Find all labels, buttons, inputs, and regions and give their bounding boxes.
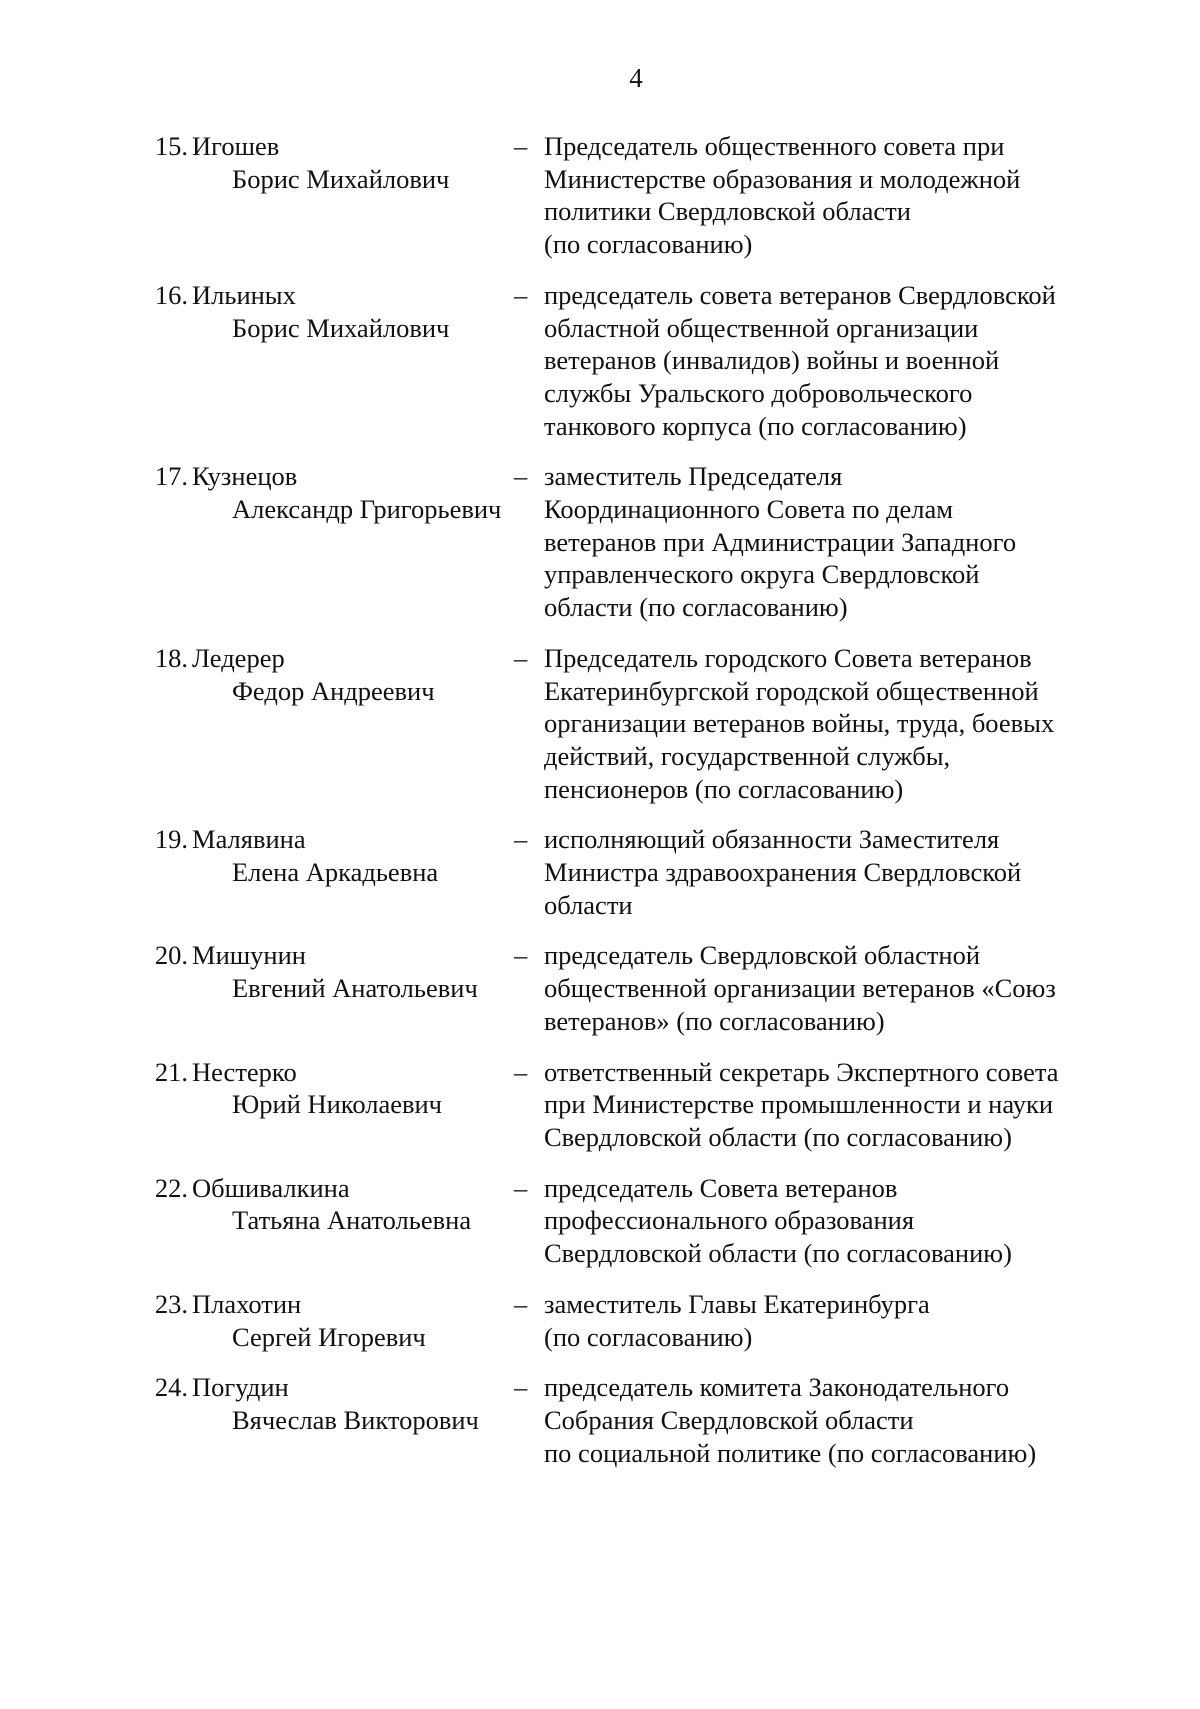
member-number: 18. [154, 642, 188, 673]
separator-dash: – [514, 1288, 528, 1319]
member-name [188, 1288, 514, 1353]
member-name [188, 279, 514, 344]
separator-dash: – [514, 1372, 528, 1403]
member-entry [146, 1172, 1106, 1270]
member-number: 19. [154, 824, 188, 855]
member-role: ответственный секретарь Экспертного совета при Министерстве промышленности и науки Свердловской области (по согласованию) [544, 1056, 1059, 1152]
member-number: 17. [154, 461, 188, 492]
member-name [188, 1056, 514, 1121]
member-number: 21. [154, 1056, 188, 1087]
member-entry [146, 1288, 1106, 1353]
separator-dash: – [514, 131, 528, 161]
member-role: заместитель Председателя Координационного Совета по делам ветеранов при Администрации Западного управленческого округа Свердловской области (по согласованию) [544, 461, 1017, 623]
members-list [146, 130, 1106, 1487]
member-number: 15. [154, 131, 188, 161]
member-surname: Погудин [192, 1372, 289, 1403]
member-entry [146, 130, 1106, 261]
member-entry [146, 1371, 1106, 1469]
separator-dash: – [514, 279, 528, 310]
page-number: 4 [629, 63, 643, 93]
separator-dash: – [514, 642, 528, 673]
member-number: 20. [154, 940, 188, 971]
separator-dash: – [514, 461, 528, 492]
member-name [188, 1172, 514, 1237]
member-given-name: Юрий Николаевич [232, 1089, 442, 1120]
member-surname: Нестерко [192, 1056, 297, 1087]
member-surname: Игошев [192, 131, 280, 161]
member-role: председатель комитета Законодательного Собрания Свердловской области по социальной политике (по согласованию) [544, 1372, 1037, 1468]
member-role: Председатель общественного совета при Министерстве образования и молодежной политики Свердловской области (по согласованию) [544, 131, 1021, 260]
member-name [188, 939, 514, 1004]
member-entry [146, 460, 1106, 624]
member-name [188, 642, 514, 707]
member-entry [146, 939, 1106, 1037]
member-given-name: Федор Андреевич [232, 675, 435, 706]
member-role: исполняющий обязанности Заместителя Министра здравоохранения Свердловской области [544, 824, 1022, 920]
separator-dash: – [514, 824, 528, 855]
member-surname: Кузнецов [192, 461, 298, 492]
separator-dash: – [514, 940, 528, 971]
member-name [188, 460, 514, 525]
separator-dash: – [514, 1172, 528, 1203]
member-role: председатель Свердловской областной общественной организации ветеранов «Союз ветеранов» (по согласованию) [544, 940, 1056, 1036]
member-given-name: Евгений Анатольевич [232, 973, 478, 1004]
member-number: 16. [154, 279, 188, 310]
member-entry [146, 1056, 1106, 1154]
member-name [188, 130, 514, 195]
member-role: заместитель Главы Екатеринбурга (по согласованию) [544, 1288, 930, 1352]
member-entry [146, 642, 1106, 806]
separator-dash: – [514, 1056, 528, 1087]
member-entry [146, 823, 1106, 921]
member-surname: Мишунин [192, 940, 306, 971]
member-surname: Ледерер [192, 642, 285, 673]
member-surname: Обшивалкина [192, 1172, 350, 1203]
member-number: 23. [154, 1288, 188, 1319]
member-given-name: Вячеслав Викторович [232, 1404, 479, 1435]
member-role: председатель Совета ветеранов профессионального образования Свердловской области (по согласованию) [544, 1172, 1012, 1269]
member-role: председатель совета ветеранов Свердловской областной общественной организации ветеранов (инвалидов) войны и военной службы Уральского добровольческого танкового корпуса (по согласованию) [544, 279, 1056, 441]
member-given-name: Елена Аркадьевна [232, 857, 439, 888]
member-given-name: Борис Михайлович [232, 312, 450, 343]
member-given-name: Татьяна Анатольевна [232, 1205, 472, 1236]
member-name [188, 1371, 514, 1436]
member-given-name: Сергей Игоревич [232, 1321, 426, 1352]
member-number: 22. [154, 1172, 188, 1203]
member-surname: Ильиных [192, 279, 296, 310]
member-name [188, 823, 514, 888]
member-entry [146, 279, 1106, 443]
member-surname: Плахотин [192, 1288, 302, 1319]
member-given-name: Борис Михайлович [232, 163, 450, 194]
member-surname: Малявина [192, 824, 306, 855]
member-given-name: Александр Григорьевич [232, 494, 502, 525]
member-number: 24. [154, 1372, 188, 1403]
member-role: Председатель городского Совета ветеранов Екатеринбургской городской общественной организации ветеранов войны, труда, боевых действий, государственной службы, пенсионеров (по согласованию) [544, 642, 1055, 804]
